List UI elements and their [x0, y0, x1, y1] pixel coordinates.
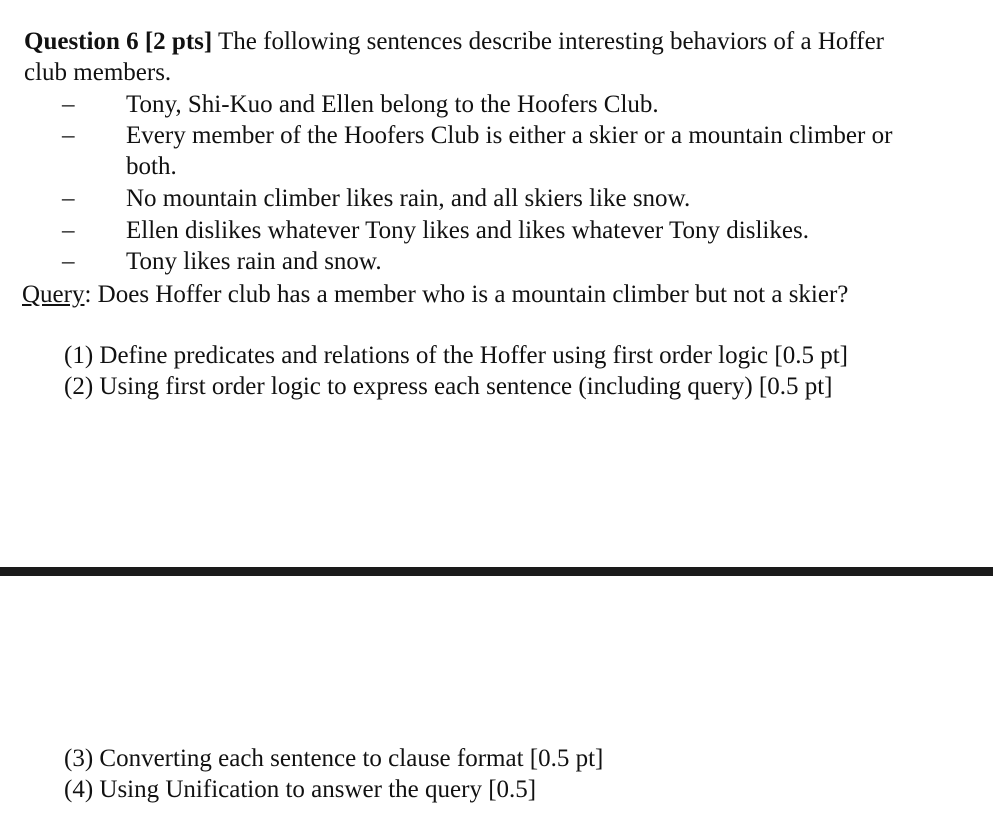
- bullet-dash: –: [62, 248, 75, 275]
- query-line: [22, 279, 848, 310]
- bullet-text: No mountain climber likes rain, and all skiers like snow.: [126, 185, 691, 212]
- query-text: : Does Hoffer club has a member who is a mountain climber but not a skier?: [84, 281, 849, 308]
- section-divider: [0, 567, 993, 576]
- query-label: Query: [22, 281, 85, 308]
- bullet-text: Tony likes rain and snow.: [126, 248, 382, 275]
- bullet-text-continuation: both.: [126, 153, 177, 180]
- question-intro-line-2: club members.: [24, 59, 172, 86]
- question-heading: Question 6 [2 pts]: [24, 28, 213, 55]
- bullet-dash: –: [62, 217, 75, 244]
- bullet-dash: –: [62, 185, 75, 212]
- task-item: (4) Using Unification to answer the query [0.5]: [64, 776, 537, 803]
- bullet-dash: –: [62, 91, 75, 118]
- task-item: (1) Define predicates and relations of the Hoffer using first order logic [0.5 pt]: [64, 342, 848, 369]
- task-item: (2) Using first order logic to express each sentence (including query) [0.5 pt]: [64, 373, 833, 400]
- bullet-text: Every member of the Hoofers Club is either a skier or a mountain climber or: [126, 122, 893, 149]
- bullet-dash: –: [62, 122, 75, 149]
- task-item: (3) Converting each sentence to clause format [0.5 pt]: [64, 745, 604, 772]
- question-intro-line-1: [24, 26, 884, 57]
- bullet-text: Ellen dislikes whatever Tony likes and likes whatever Tony dislikes.: [126, 217, 809, 244]
- bullet-text: Tony, Shi-Kuo and Ellen belong to the Hoofers Club.: [126, 91, 659, 118]
- question-intro-text: The following sentences describe interesting behaviors of a Hoffer: [212, 28, 884, 55]
